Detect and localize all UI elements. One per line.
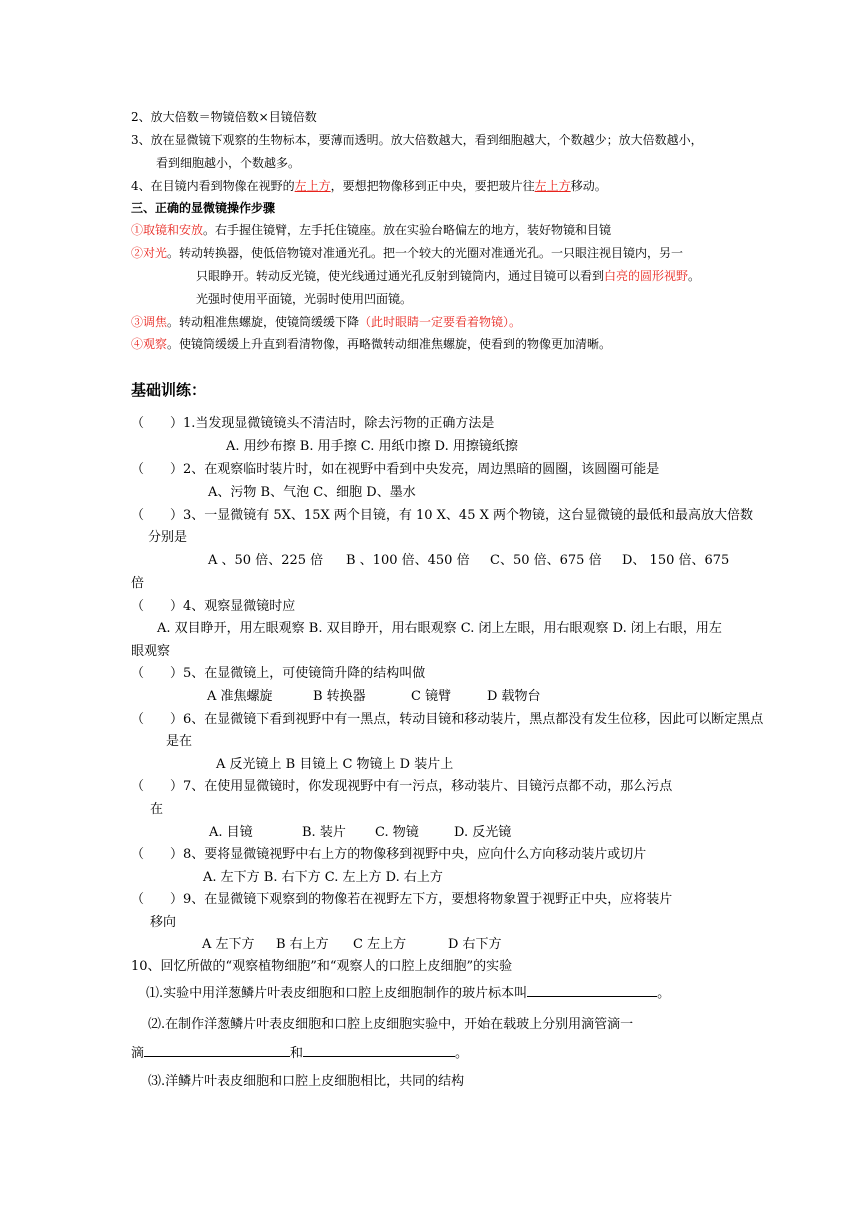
question-10-part-3: ⑶.洋鳞片叶表皮细胞和口腔上皮细胞相比，共同的结构	[148, 1074, 465, 1089]
question-3-option-b: B 、100 倍、450 倍	[346, 553, 470, 568]
question-3-tail: 倍	[131, 576, 145, 591]
note-3-line2: 看到细胞越小，个数越多。	[156, 156, 301, 170]
question-6-cont: 是在	[166, 734, 193, 749]
question-3-option-d: D、 150 倍、675	[622, 553, 730, 568]
note-2: 2、放大倍数＝物镜倍数×目镜倍数	[131, 110, 317, 124]
training-title: 基础训练：	[131, 381, 207, 399]
question-10-part-2: ⑵.在制作洋葱鳞片叶表皮细胞和口腔上皮细胞实验中，开始在载玻上分别用滴管滴一	[148, 1017, 634, 1032]
answer-blank-3[interactable]	[303, 1043, 455, 1057]
question-9-option-a: A 左下方	[202, 937, 255, 952]
step-2-text: 。转动转换器，使低倍物镜对准通光孔。把一个较大的光圈对准通光孔。一只眼注视目镜内，另一	[167, 246, 684, 260]
question-10: 10、回忆所做的“观察植物细胞”和“观察人的口腔上皮细胞”的实验	[131, 959, 513, 974]
question-1-options: A. 用纱布擦 B. 用手擦 C. 用纸巾擦 D. 用擦镜纸擦	[226, 439, 518, 454]
question-4: （ ）4、观察显微镜时应	[131, 599, 296, 614]
question-10-part-1-end: 。	[657, 986, 671, 1001]
question-7: （ ）7、在使用显微镜时，你发现视野中有一污点，移动装片、目镜污点都不动，那么污点	[131, 779, 673, 794]
step-3-label: ③调焦	[131, 315, 168, 329]
step-2-line2	[196, 267, 700, 285]
question-7-option-c: C. 物镜	[375, 825, 419, 840]
question-10-part-2-drop: 滴	[131, 1046, 145, 1061]
question-4-options: A. 双目睁开，用左眼观察 B. 双目睁开，用右眼观察 C. 闭上左眼，用右眼观察 D. 闭上右眼，用左	[157, 621, 722, 636]
question-10-part-1-text: ⑴.实验中用洋葱鳞片叶表皮细胞和口腔上皮细胞制作的玻片标本叫	[146, 986, 528, 1001]
step-2	[131, 244, 683, 262]
question-5-option-d: D 载物台	[487, 689, 541, 704]
step-4-text: 。使镜筒缓缓上升直到看清物像，再略微转动细准焦螺旋，使看到的物像更加清晰。	[167, 337, 612, 351]
step-2-line2-text: 只眼睁开。转动反光镜，使光线通过通光孔反射到镜筒内，通过目镜可以看到	[196, 269, 605, 283]
question-5-option-c: C 镜臂	[411, 689, 452, 704]
answer-blank-2[interactable]	[144, 1043, 290, 1057]
answer-blank-1[interactable]	[527, 983, 657, 997]
question-6: （ ）6、在显微镜下看到视野中有一黑点，转动目镜和移动装片，黑点都没有发生位移，因此可以断定黑点	[131, 712, 764, 727]
question-3-option-a: A 、50 倍、225 倍	[208, 553, 324, 568]
step-4	[131, 335, 611, 353]
question-2-options: A、污物 B、气泡 C、细胞 D、墨水	[208, 485, 416, 500]
step-2-line3: 光强时使用平面镜，光弱时使用凹面镜。	[196, 292, 413, 306]
question-4-tail: 眼观察	[131, 644, 171, 659]
question-5: （ ）5、在显微镜上，可使镜筒升降的结构叫做	[131, 666, 426, 681]
question-3-cont: 分别是	[148, 530, 188, 545]
question-10-part-2-and: 和	[290, 1046, 304, 1061]
question-10-part-1	[146, 983, 670, 1003]
question-2: （ ）2、在观察临时装片时，如在视野中看到中央发亮，周边黑暗的圆圈，该圆圈可能是	[131, 462, 660, 477]
question-10-part-2-line2	[131, 1043, 468, 1063]
step-3	[131, 313, 521, 331]
step-1-label: ①取镜和安放	[131, 223, 204, 237]
step-2-line2-end: 。	[688, 269, 701, 283]
question-7-option-a: A. 目镜	[209, 825, 253, 840]
step-1-text: 。右手握住镜臂，左手托住镜座。放在实验台略偏左的地方，装好物镜和目镜	[203, 223, 612, 237]
step-2-highlight: 白亮的圆形视野	[604, 269, 689, 283]
question-3: （ ）3、一显微镜有 5X、15X 两个目镜，有 10 X、45 X 两个物镜，这台显微镜的最低和最高放大倍数	[131, 508, 753, 523]
question-8-options: A. 左下方 B. 右下方 C. 左上方 D. 右上方	[203, 870, 443, 885]
question-7-cont: 在	[150, 802, 164, 817]
question-6-options: A 反光镜上 B 目镜上 C 物镜上 D 装片上	[216, 757, 454, 772]
section-3-title: 三、正确的显微镜操作步骤	[131, 201, 276, 215]
step-3-text: 。转动粗准焦螺旋，使镜筒缓缓下降	[167, 315, 360, 329]
question-9: （ ）9、在显微镜下观察到的物像若在视野左下方，要想将物象置于视野正中央，应将装片	[131, 892, 673, 907]
note-4-highlight-2: 左上方	[534, 179, 571, 193]
question-9-option-c: C 左上方	[353, 937, 407, 952]
question-1: （ ）1.当发现显微镜镜头不清洁时，除去污物的正确方法是	[131, 416, 495, 431]
step-2-label: ②对光	[131, 246, 168, 260]
question-5-option-a: A 准焦螺旋	[207, 689, 273, 704]
note-4-highlight-1: 左上方	[294, 179, 331, 193]
question-7-option-b: B. 装片	[302, 825, 346, 840]
note-4-mid: ，要想把物像移到正中央，要把玻片往	[330, 179, 535, 193]
question-5-option-b: B 转换器	[313, 689, 366, 704]
step-4-label: ④观察	[131, 337, 168, 351]
question-8: （ ）8、要将显微镜视野中右上方的物像移到视野中央，应向什么方向移动装片或切片	[131, 847, 647, 862]
step-3-warning: （此时眼睛一定要看着物镜）。	[359, 315, 522, 329]
question-7-option-d: D. 反光镜	[454, 825, 512, 840]
note-4-pre: 4、在目镜内看到物像在视野的	[131, 179, 295, 193]
question-3-option-c: C、50 倍、675 倍	[490, 553, 602, 568]
note-3-line1: 3、放在显微镜下观察的生物标本，要薄而透明。放大倍数越大，看到细胞越大，个数越少；放大倍数越小，	[131, 133, 703, 147]
question-10-part-2-end: 。	[455, 1046, 469, 1061]
question-9-option-d: D 右下方	[448, 937, 502, 952]
question-9-option-b: B 右上方	[276, 937, 329, 952]
note-4-post: 移动。	[570, 179, 607, 193]
note-4	[131, 177, 607, 195]
question-9-cont: 移向	[150, 915, 177, 930]
step-1	[131, 221, 611, 239]
